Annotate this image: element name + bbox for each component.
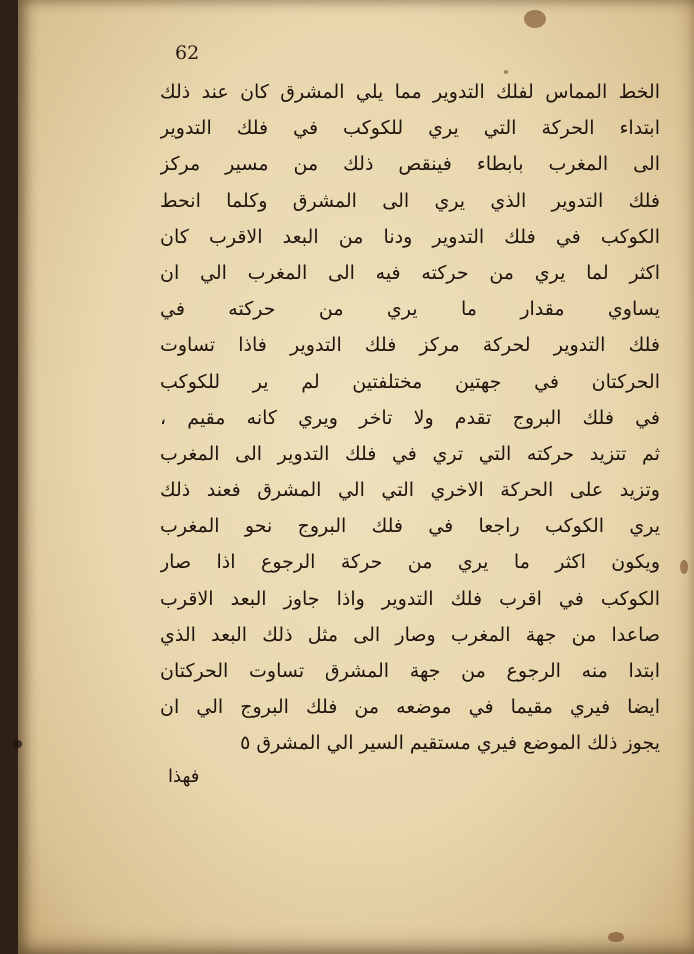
ink-stain bbox=[14, 740, 22, 748]
text-line: يساوي مقدار ما يري من حركته في bbox=[160, 298, 660, 321]
page-number: 62 bbox=[175, 42, 200, 64]
manuscript-text bbox=[160, 74, 660, 762]
text-line: في فلك البروج تقدم ولا تاخر ويري كانه مقيم ، bbox=[160, 406, 660, 429]
ink-stain bbox=[680, 560, 688, 574]
text-line: الكوكب في اقرب فلك التدوير واذا جاوز البعد الاقرب bbox=[160, 587, 660, 610]
text-line: اكثر لما يري من حركته فيه الى المغرب الي ان bbox=[160, 261, 660, 284]
text-line: يري الكوكب راجعا في فلك البروج نحو المغرب bbox=[160, 515, 660, 538]
text-line: ابتداء الحركة التي يري للكوكب في فلك التدوير bbox=[160, 117, 660, 140]
ink-stain bbox=[524, 10, 546, 28]
text-line: ابتدا منه الرجوع من جهة المشرق تساوت الحركتان bbox=[160, 660, 660, 682]
ink-stain bbox=[608, 932, 624, 942]
text-line: الحركتان في جهتين مختلفتين لم ير للكوكب bbox=[160, 370, 660, 393]
text-line: الى المغرب بابطاء فينقص ذلك من مسير مركز bbox=[160, 153, 660, 176]
text-line: يجوز ذلك الموضع فيري مستقيم السير الي المشرق ٥ bbox=[240, 732, 660, 755]
text-line: فلك التدوير لحركة مركز فلك التدوير فاذا تساوت bbox=[160, 334, 660, 357]
manuscript-page bbox=[18, 0, 694, 954]
text-line: ويكون اكثر ما يري من حركة الرجوع اذا صار bbox=[160, 551, 660, 574]
text-line: ايضا فيري مقيما في موضعه من فلك البروج الي ان bbox=[160, 696, 660, 719]
text-line: صاعدا من جهة المغرب وصار الى مثل ذلك البعد الذي bbox=[160, 623, 660, 646]
text-line: وتزيد على الحركة الاخري التي الي المشرق فعند ذلك bbox=[160, 479, 660, 502]
text-line: ثم تتزيد حركته التي تري في فلك التدوير الى المغرب bbox=[160, 442, 660, 465]
text-line: الكوكب في فلك التدوير ودنا من البعد الاقرب كان bbox=[160, 225, 660, 248]
text-line: الخط المماس لفلك التدوير مما يلي المشرق كان عند ذلك bbox=[160, 81, 660, 103]
catchword: فهذا bbox=[168, 766, 200, 787]
text-line: فلك التدوير الذي يري الى المشرق وكلما انحط bbox=[160, 189, 660, 212]
